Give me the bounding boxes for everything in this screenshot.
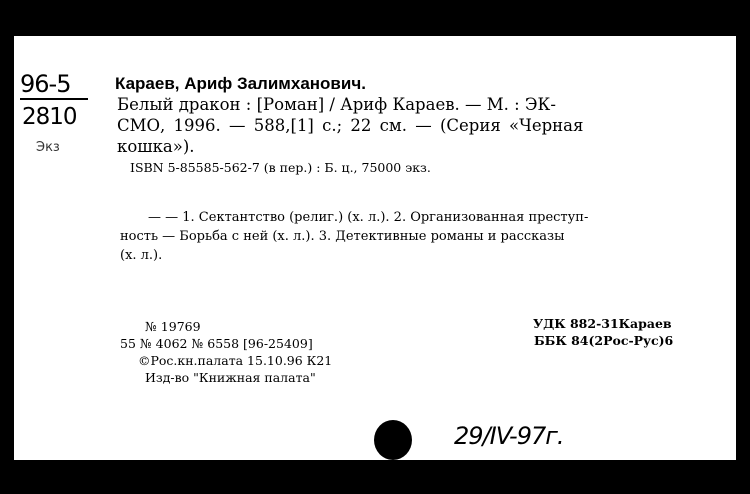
record-number: № 19769 (145, 319, 201, 334)
publisher-line: Изд-во "Книжная палата" (145, 370, 316, 385)
registration-line: 55 № 4062 № 6558 [96-25409] (120, 336, 313, 351)
isbn-line: ISBN 5-85585-562-7 (в пер.) : Б. ц., 75000 экз. (130, 160, 431, 175)
subjects-line-1: — — 1. Сектантство (религ.) (х. л.). 2. Организованная преступ- (148, 210, 589, 225)
description-line-3: кошка»). (117, 137, 195, 156)
udc-code: УДК 882-31Караев (533, 316, 672, 331)
subjects-line-2: ность — Борьба с ней (х. л.). 3. Детективные романы и рассказы (120, 229, 565, 244)
subjects-line-3: (х. л.). (120, 248, 163, 263)
handwritten-date: 29/IV-97г. (454, 422, 564, 450)
description-line-2: СМО, 1996. — 588,[1] с.; 22 см. — (Серия «Черная (117, 116, 584, 135)
chamber-stamp: ©Рос.кн.палата 15.10.96 К21 (138, 353, 333, 368)
shelf-mark-bottom: 2810 (22, 104, 77, 130)
bbk-code: ББК 84(2Рос-Рус)6 (534, 333, 674, 348)
shelf-mark-top: 96-5 (20, 70, 71, 98)
shelf-mark-divider (20, 98, 88, 100)
catalog-card (14, 36, 736, 460)
handwritten-scribble: Экз (36, 140, 60, 155)
author-heading: Караев, Ариф Залимханович. (115, 74, 366, 93)
punch-hole (374, 420, 412, 460)
description-line-1: Белый дракон : [Роман] / Ариф Караев. — М. : ЭК- (117, 95, 556, 114)
